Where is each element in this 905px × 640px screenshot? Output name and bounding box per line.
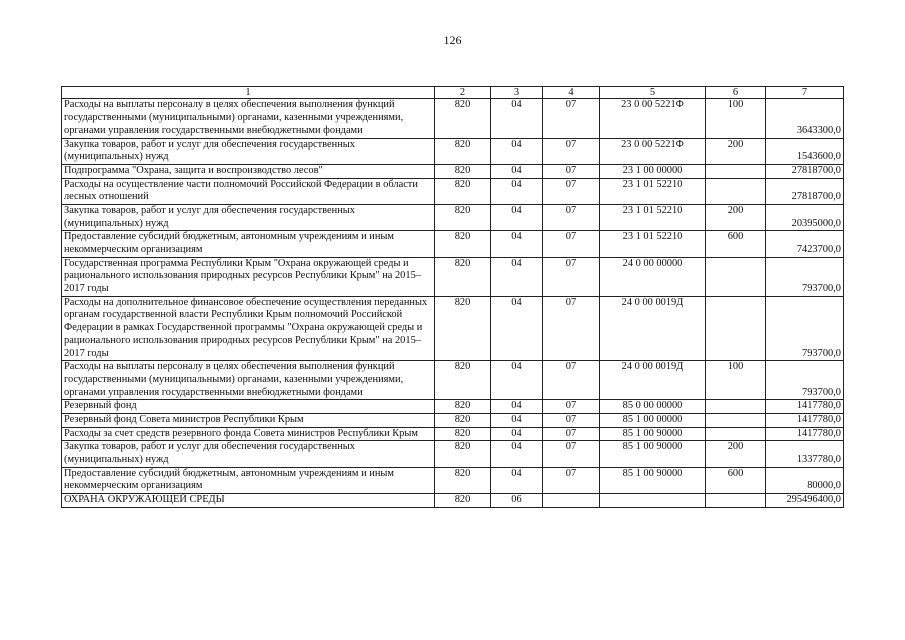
- table-row: [62, 257, 844, 296]
- ministry-code: 820: [435, 296, 491, 360]
- section-code: 04: [491, 178, 543, 204]
- section-code: 04: [491, 361, 543, 400]
- expense-type-code: [706, 400, 766, 414]
- subsection-code: 07: [543, 99, 600, 138]
- target-article-code: 85 1 00 90000: [600, 467, 706, 493]
- section-code: 04: [491, 164, 543, 178]
- expense-type-code: [706, 413, 766, 427]
- table-row: [62, 467, 844, 493]
- ministry-code: 820: [435, 427, 491, 441]
- subsection-code: 07: [543, 427, 600, 441]
- subsection-code: 07: [543, 441, 600, 467]
- amount-value: 793700,0: [766, 296, 844, 360]
- target-article-code: [600, 494, 706, 508]
- subsection-code: 07: [543, 413, 600, 427]
- subsection-code: 07: [543, 138, 600, 164]
- expense-type-code: [706, 164, 766, 178]
- expense-type-code: 600: [706, 467, 766, 493]
- expense-item-name: Закупка товаров, работ и услуг для обеспечения государственных (муниципальных) нужд: [62, 204, 435, 230]
- expense-item-name: Резервный фонд Совета министров Республики Крым: [62, 413, 435, 427]
- table-row: [62, 494, 844, 508]
- expense-item-name: Предоставление субсидий бюджетным, автономным учреждениям и иным некоммерческим организациям: [62, 231, 435, 257]
- expense-item-name: Резервный фонд: [62, 400, 435, 414]
- section-code: 04: [491, 138, 543, 164]
- amount-value: 27818700,0: [766, 164, 844, 178]
- table-row: [62, 441, 844, 467]
- amount-value: 80000,0: [766, 467, 844, 493]
- expense-item-name: Закупка товаров, работ и услуг для обеспечения государственных (муниципальных) нужд: [62, 441, 435, 467]
- expense-item-name: Предоставление субсидий бюджетным, автономным учреждениям и иным некоммерческим организациям: [62, 467, 435, 493]
- amount-value: 1417780,0: [766, 400, 844, 414]
- column-header: 3: [491, 87, 543, 99]
- expense-type-code: 200: [706, 138, 766, 164]
- amount-value: 3643300,0: [766, 99, 844, 138]
- section-code: 04: [491, 99, 543, 138]
- target-article-code: 23 0 00 5221Ф: [600, 99, 706, 138]
- subsection-code: [543, 494, 600, 508]
- ministry-code: 820: [435, 204, 491, 230]
- section-code: 04: [491, 204, 543, 230]
- expense-type-code: [706, 494, 766, 508]
- budget-rows: [62, 99, 844, 507]
- ministry-code: 820: [435, 257, 491, 296]
- section-code: 04: [491, 296, 543, 360]
- section-code: 04: [491, 427, 543, 441]
- section-code: 04: [491, 413, 543, 427]
- table-row: [62, 231, 844, 257]
- amount-value: 295496400,0: [766, 494, 844, 508]
- budget-table: [61, 86, 844, 508]
- subsection-code: 07: [543, 178, 600, 204]
- subsection-code: 07: [543, 231, 600, 257]
- expense-item-name: Закупка товаров, работ и услуг для обеспечения государственных (муниципальных) нужд: [62, 138, 435, 164]
- expense-type-code: [706, 427, 766, 441]
- section-code: 06: [491, 494, 543, 508]
- column-header: 6: [706, 87, 766, 99]
- ministry-code: 820: [435, 361, 491, 400]
- table-row: [62, 99, 844, 138]
- column-header: 7: [766, 87, 844, 99]
- ministry-code: 820: [435, 99, 491, 138]
- ministry-code: 820: [435, 413, 491, 427]
- table-row: [62, 400, 844, 414]
- target-article-code: 23 0 00 5221Ф: [600, 138, 706, 164]
- expense-item-name: Расходы на выплаты персоналу в целях обеспечения выполнения функций государственными (муниципальными) органами, казенными учреждениями, органами управления государственными внебюджетными фондами: [62, 361, 435, 400]
- table-row: [62, 413, 844, 427]
- column-header: 5: [600, 87, 706, 99]
- expense-type-code: 600: [706, 231, 766, 257]
- expense-item-name: Расходы за счет средств резервного фонда Совета министров Республики Крым: [62, 427, 435, 441]
- column-header: 1: [62, 87, 435, 99]
- expense-type-code: 100: [706, 361, 766, 400]
- amount-value: 20395000,0: [766, 204, 844, 230]
- target-article-code: 23 1 01 52210: [600, 204, 706, 230]
- amount-value: 1417780,0: [766, 427, 844, 441]
- subsection-code: 07: [543, 467, 600, 493]
- table-row: [62, 427, 844, 441]
- section-code: 04: [491, 257, 543, 296]
- subsection-code: 07: [543, 257, 600, 296]
- target-article-code: 23 1 01 52210: [600, 178, 706, 204]
- amount-value: 7423700,0: [766, 231, 844, 257]
- section-code: 04: [491, 400, 543, 414]
- amount-value: 793700,0: [766, 257, 844, 296]
- section-code: 04: [491, 441, 543, 467]
- expense-type-code: 200: [706, 441, 766, 467]
- target-article-code: 85 1 00 90000: [600, 441, 706, 467]
- amount-value: 1543600,0: [766, 138, 844, 164]
- column-header: 2: [435, 87, 491, 99]
- expense-item-name: Подпрограмма "Охрана, защита и воспроизводство лесов": [62, 164, 435, 178]
- table-row: [62, 204, 844, 230]
- column-number-row: [62, 87, 844, 99]
- table-row: [62, 164, 844, 178]
- table-row: [62, 361, 844, 400]
- expense-item-name: Государственная программа Республики Крым "Охрана окружающей среды и рационального использования природных ресурсов Республики Крым" на 2015–2017 годы: [62, 257, 435, 296]
- target-article-code: 24 0 00 0019Д: [600, 361, 706, 400]
- subsection-code: 07: [543, 296, 600, 360]
- target-article-code: 23 1 01 52210: [600, 231, 706, 257]
- target-article-code: 85 1 00 90000: [600, 427, 706, 441]
- subsection-code: 07: [543, 164, 600, 178]
- ministry-code: 820: [435, 400, 491, 414]
- ministry-code: 820: [435, 441, 491, 467]
- table-row: [62, 138, 844, 164]
- ministry-code: 820: [435, 467, 491, 493]
- section-code: 04: [491, 231, 543, 257]
- ministry-code: 820: [435, 178, 491, 204]
- page-number: 126: [443, 33, 462, 47]
- expense-type-code: 100: [706, 99, 766, 138]
- ministry-code: 820: [435, 164, 491, 178]
- subsection-code: 07: [543, 204, 600, 230]
- expense-item-name: Расходы на осуществление части полномочий Российской Федерации в области лесных отношений: [62, 178, 435, 204]
- expense-item-name: ОХРАНА ОКРУЖАЮЩЕЙ СРЕДЫ: [62, 494, 435, 508]
- section-code: 04: [491, 467, 543, 493]
- expense-item-name: Расходы на дополнительное финансовое обеспечение осуществления переданных органам государственной власти Республики Крым полномочий Российской Федерации в рамках Государственной программы "Охрана окружающей среды и рационального использования природных ресурсов Республики Крым" на 2015–2017 годы: [62, 296, 435, 360]
- table-row: [62, 296, 844, 360]
- expense-item-name: Расходы на выплаты персоналу в целях обеспечения выполнения функций государственными (муниципальными) органами, казенными учреждениями, органами управления государственными внебюджетными фондами: [62, 99, 435, 138]
- expense-type-code: [706, 296, 766, 360]
- target-article-code: 24 0 00 00000: [600, 257, 706, 296]
- ministry-code: 820: [435, 138, 491, 164]
- target-article-code: 24 0 00 0019Д: [600, 296, 706, 360]
- target-article-code: 85 1 00 00000: [600, 413, 706, 427]
- expense-type-code: [706, 257, 766, 296]
- subsection-code: 07: [543, 400, 600, 414]
- amount-value: 1337780,0: [766, 441, 844, 467]
- ministry-code: 820: [435, 494, 491, 508]
- amount-value: 27818700,0: [766, 178, 844, 204]
- ministry-code: 820: [435, 231, 491, 257]
- expense-type-code: [706, 178, 766, 204]
- amount-value: 793700,0: [766, 361, 844, 400]
- target-article-code: 85 0 00 00000: [600, 400, 706, 414]
- expense-type-code: 200: [706, 204, 766, 230]
- subsection-code: 07: [543, 361, 600, 400]
- amount-value: 1417780,0: [766, 413, 844, 427]
- table-row: [62, 178, 844, 204]
- target-article-code: 23 1 00 00000: [600, 164, 706, 178]
- column-header: 4: [543, 87, 600, 99]
